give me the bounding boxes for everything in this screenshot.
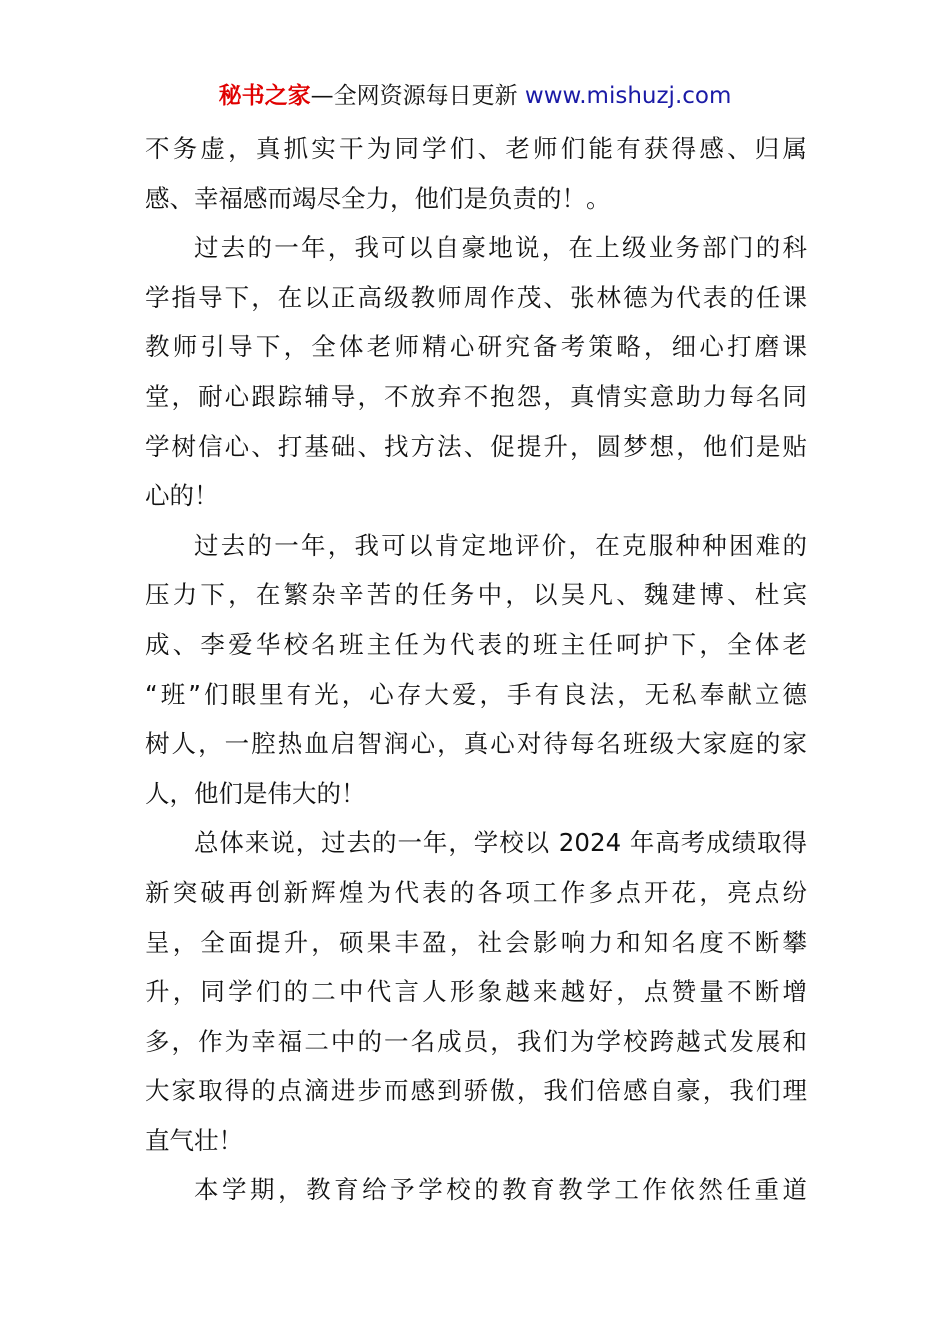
text-line: 呈，全面提升，硕果丰盈，社会影响力和知名度不断攀 [145, 927, 807, 957]
text-line: 不务虚，真抓实干为同学们、老师们能有获得感、归属 [145, 134, 807, 163]
site-tagline: —全网资源每日更新 [310, 83, 518, 109]
document-body [145, 124, 807, 1215]
text-line: 感、幸福感而竭尽全力，他们是负责的！。 [145, 183, 611, 213]
text-line: 大家取得的点滴进步而感到骄傲，我们倍感自豪，我们理 [145, 1076, 807, 1106]
text-line: 成、李爱华校名班主任为代表的班主任呵护下，全体老 [145, 629, 807, 659]
text-line: “班”们眼里有光，心存大爱，手有良法，无私奉献立德 [145, 679, 807, 709]
text-line: 学树信心、打基础、找方法、促提升，圆梦想，他们是贴 [145, 431, 807, 461]
text-line: 新突破再创新辉煌为代表的各项工作多点开花，亮点纷 [145, 877, 807, 907]
text-line: 人，他们是伟大的！ [145, 778, 366, 808]
text-line: 直气壮！ [145, 1125, 243, 1155]
text-line: 心的！ [145, 481, 219, 511]
text-line: 升，同学们的二中代言人形象越来越好，点赞量不断增 [145, 977, 807, 1007]
paragraph-first-line: 本学期，教育给予学校的教育教学工作依然任重道 [194, 1175, 807, 1205]
text-line: 树人，一腔热血启智润心，真心对待每名班级大家庭的家 [145, 729, 807, 759]
site-header [0, 80, 950, 112]
text-line: 堂，耐心跟踪辅导，不放弃不抱怨，真情实意助力每名同 [145, 381, 807, 411]
paragraph-first-line: 过去的一年，我可以自豪地说，在上级业务部门的科 [194, 233, 807, 263]
paragraph-first-line: 总体来说，过去的一年，学校以 2024 年高考成绩取得 [194, 828, 807, 858]
paragraph-first-line: 过去的一年，我可以肯定地评价，在克服种种困难的 [194, 530, 807, 560]
text-line: 学指导下，在以正高级教师周作茂、张林德为代表的任课 [145, 282, 807, 312]
site-url-link[interactable]: www.mishuzj.com [524, 83, 732, 109]
text-line: 多，作为幸福二中的一名成员，我们为学校跨越式发展和 [145, 1026, 807, 1056]
text-line: 压力下，在繁杂辛苦的任务中，以吴凡、魏建博、杜宾 [145, 580, 807, 610]
site-brand: 秘书之家 [218, 83, 311, 109]
text-line: 教师引导下，全体老师精心研究备考策略，细心打磨课 [145, 332, 807, 362]
